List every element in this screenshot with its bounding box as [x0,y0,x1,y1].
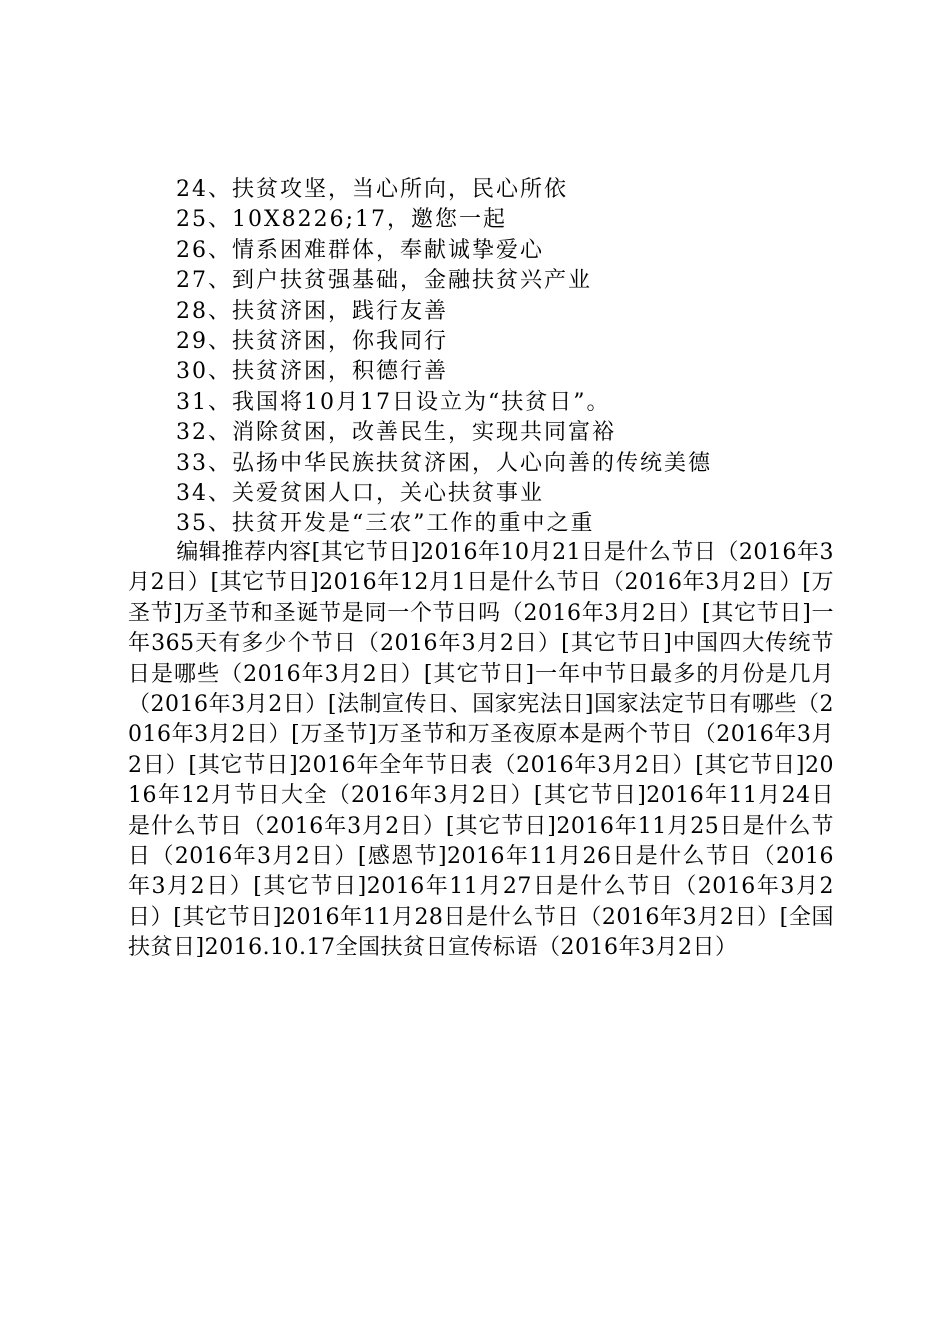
list-item: 25、10X8226;17，邀您一起 [176,207,508,233]
list-item: 26、情系困难群体，奉献诚挚爱心 [176,237,544,263]
list-item: 27、到户扶贫强基础，金融扶贫兴产业 [176,268,592,294]
list-item: 34、关爱贫困人口，关心扶贫事业 [176,480,544,506]
recommended-paragraph: 编辑推荐内容[其它节日]2016年10月21日是什么节日（2016年3月2日）[其它节日]2016年12月1日是什么节日（2016年3月2日）[万圣节]万圣节和圣诞节是同一个节日吗（2016年3月2日）[其它节日]一年365天有多少个节日（2016年3月2日）[其它节日]中国四大传统节日是哪些（2016年3月2日）[其它节日]一年中节日最多的月份是几月（2016年3月2日）[法制宣传日、国家宪法日]国家法定节日有哪些（2016年3月2日）[万圣节]万圣节和万圣夜原本是两个节日（2016年3月2日）[其它节日]2016年全年节日表（2016年3月2日）[其它节日]2016年12月节日大全（2016年3月2日）[其它节日]2016年11月24日是什么节日（2016年3月2日）[其它节日]2016年11月25日是什么节日（2016年3月2日）[感恩节]2016年11月26日是什么节日（2016年3月2日）[其它节日]2016年11月27日是什么节日（2016年3月2日）[其它节日]2016年11月28日是什么节日（2016年3月2日）[全国扶贫日]2016.10.17全国扶贫日宣传标语（2016年3月2日） [128,540,834,961]
list-item: 32、消除贫困，改善民生，实现共同富裕 [176,420,616,446]
list-item: 29、扶贫济困，你我同行 [176,328,448,354]
list-item: 30、扶贫济困，积德行善 [176,359,448,385]
list-item: 31、我国将10月17日设立为“扶贫日”。 [176,389,611,415]
list-item: 28、扶贫济困，践行友善 [176,298,448,324]
list-item: 24、扶贫攻坚，当心所向，民心所依 [176,177,568,202]
list-item: 35、扶贫开发是“三农”工作的重中之重 [176,511,595,537]
slogan-list [176,175,712,540]
list-item: 33、弘扬中华民族扶贫济困，人心向善的传统美德 [176,450,712,476]
